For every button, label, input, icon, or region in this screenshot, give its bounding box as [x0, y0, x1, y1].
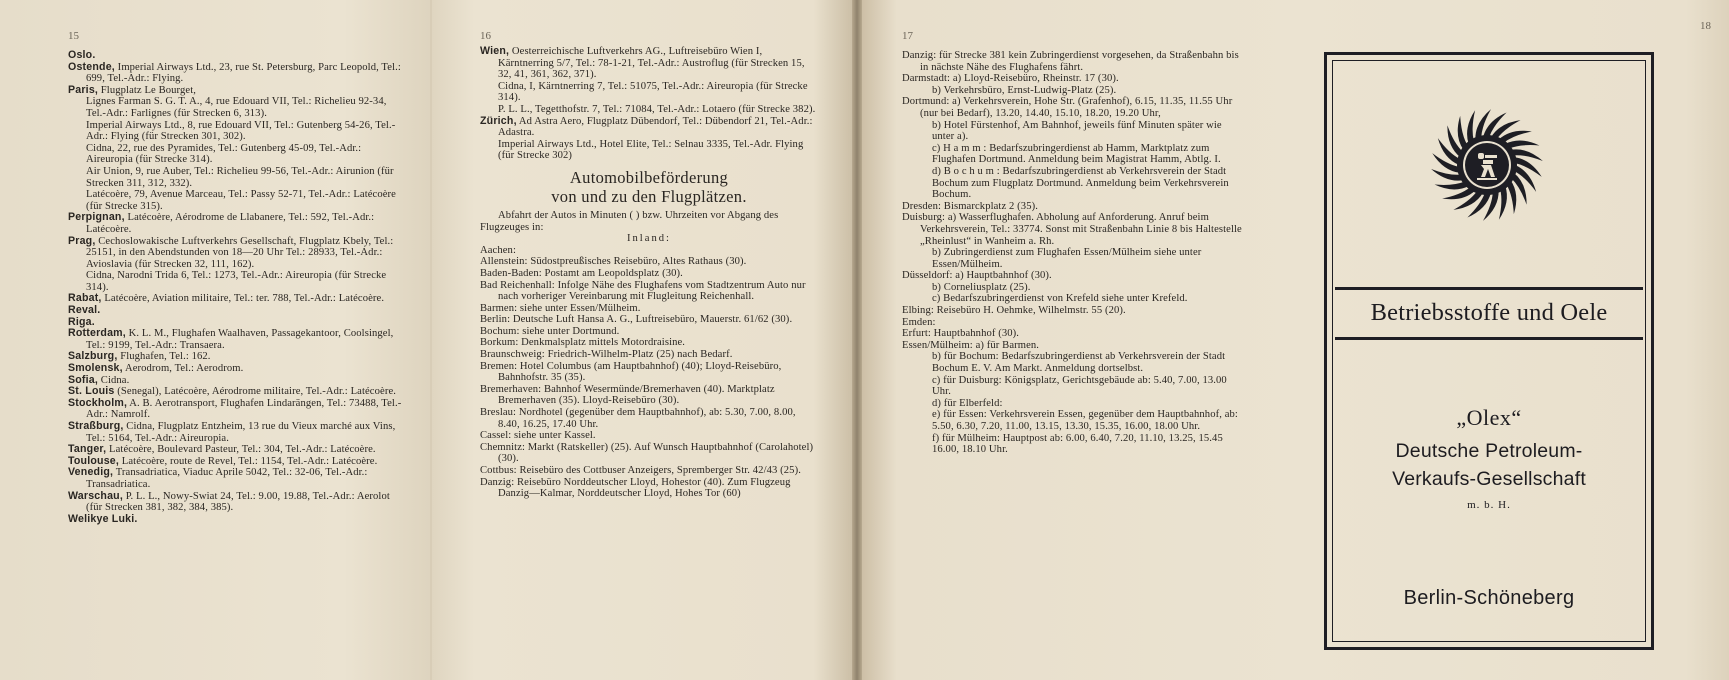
olex-sun-logo-icon — [1427, 105, 1547, 225]
list-item — [68, 421, 406, 444]
entry-text: Cidna, Narodni Trida 6, Tel.: 1273, Tel.-Adr.: Aireuropia (für Strecke 314). — [86, 270, 387, 293]
entry-text: Darmstadt: a) Lloyd-Reisebüro, Rheinstr. 17 (30). — [902, 73, 1119, 85]
list-item — [68, 166, 406, 189]
entry-text: b) Corneliusplatz (25). — [932, 281, 1031, 293]
entry-text: Cottbus: Reisebüro des Cottbuser Anzeigers, Spremberger Str. 42/43 (25). — [480, 465, 801, 476]
entry-text: K. L. M., Flughafen Waalhaven, Passagekantoor, Coolsingel, Tel.: 9199, Tel.-Adr.: Transaera. — [86, 328, 394, 351]
entry-text: Transadriatica, Viaduc Aprile 5042, Tel.: 32-06, Tel.-Adr.: Transadriatica. — [86, 467, 368, 490]
entry-text: Danzig: für Strecke 381 kein Zubringerdienst vorgesehen, da Straßenbahn bis in nächste Nähe des Flughafens fährt. — [902, 50, 1239, 73]
city-name: Sofia, — [68, 373, 99, 386]
city-name: Smolensk, — [68, 362, 123, 375]
ad-legal-form: m. b. H. — [1467, 499, 1511, 511]
entry-text: Bremen: Hotel Columbus (am Hauptbahnhof) (40); Lloyd-Reisebüro, Bahnhofstr. 35 (35). — [480, 360, 782, 384]
list-item — [902, 120, 1244, 143]
list-item — [902, 282, 1244, 294]
transfer-list — [480, 245, 818, 500]
list-item — [68, 363, 406, 375]
section-label: Inland: — [626, 233, 671, 245]
list-item — [902, 270, 1244, 282]
city-name: Reval. — [68, 304, 101, 317]
entry-text: Bad Reichenhall: Infolge Nähe des Flughafens vom Stadtzentrum Auto nur nach vorheriger Vereinbarung mit Flugleitung Reichenhall. — [480, 279, 806, 303]
entry-text: b) Hotel Fürstenhof, Am Bahnhof, jeweils fünf Minuten später wie unter a). — [932, 119, 1222, 143]
list-item — [902, 212, 1244, 247]
entry-text: Düsseldorf: a) Hauptbahnhof (30). — [902, 270, 1052, 282]
city-name: Welikye Luki. — [68, 512, 138, 525]
list-item — [902, 340, 1244, 352]
list-item — [480, 430, 818, 442]
entry-text: c) H a m m : Bedarfszubringerdienst ab Hamm, Marktplatz zum Flughafen Dortmund. Anmeldung beim Magistrat Hamm, Abtlg. I. — [932, 142, 1221, 166]
entry-text: Imperial Airways Ltd., 23, rue St. Petersburg, Parc Leopold, Tel.: 699, Tel.-Adr.: Flying. — [86, 61, 401, 85]
entry-text: Barmen: siehe unter Essen/Mülheim. — [480, 302, 641, 314]
city-name: Salzburg, — [68, 350, 118, 363]
entry-text: Latécoère, route de Revel, Tel.: 1154, Tel.-Adr.: Latécoère. — [119, 455, 378, 467]
heading-line-1: Automobilbeförderung — [569, 167, 729, 187]
heading-line-2: von und zu den Flugplätzen. — [551, 186, 747, 206]
city-name: Rabat, — [68, 292, 102, 305]
city-name: Rotterdam, — [68, 327, 126, 340]
entry-text: c) Bedarfszubringerdienst von Krefeld siehe unter Krefeld. — [932, 293, 1188, 305]
transfer-list — [902, 50, 1244, 456]
list-item — [68, 96, 406, 119]
list-item — [902, 50, 1244, 73]
city-name: Toulouse, — [68, 454, 120, 467]
list-item — [480, 104, 818, 116]
list-item — [480, 116, 818, 139]
entry-text: Imperial Airways Ltd., 8, rue Edouard VII, Tel.: Gutenberg 54-26, Tel.-Adr.: Flying (für Strecken 301, 302). — [86, 119, 396, 143]
entry-text: Braunschweig: Friedrich-Wilhelm-Platz (25) nach Bedarf. — [480, 349, 733, 361]
city-name: Stockholm, — [68, 396, 128, 409]
entry-text: Chemnitz: Markt (Ratskeller) (25). Auf Wunsch Hauptbahnhof (Carolahotel) (30). — [480, 441, 814, 465]
city-name: Straßburg, — [68, 420, 124, 432]
entry-text: Latécoère, 79, Avenue Marceau, Tel.: Passy 52-71, Tel.-Adr.: Latécoère (für Strecke 315). — [86, 189, 396, 212]
entry-text: Latécoère, Aérodrome de Llabanere, Tel.: 592, Tel.-Adr.: Latécoère. — [86, 212, 375, 235]
entry-text: Cidna. — [98, 374, 130, 386]
list-item — [480, 326, 818, 338]
list-item — [68, 50, 406, 62]
list-item — [902, 96, 1244, 119]
ad-city: Berlin-Schöneberg — [1403, 587, 1575, 609]
entry-text: Baden-Baden: Postamt am Leopoldsplatz (30). — [480, 267, 683, 279]
list-item — [480, 245, 818, 257]
entry-text: Danzig: Reisebüro Norddeutscher Lloyd, Hohestor (40). Zum Flugzeug Danzig—Kalmar, Norddeutscher Lloyd, Hohes Tor (60) — [480, 476, 791, 500]
section-heading — [480, 168, 818, 206]
city-name: Prag, — [68, 234, 96, 247]
list-item — [902, 293, 1244, 305]
entry-text: f) für Mülheim: Hauptpost ab: 6.00, 6.40, 7.20, 11.10, 13.25, 15.45 16.00, 18.10 Uhr. — [932, 432, 1223, 456]
entry-text: P. L. L., Nowy-Swiat 24, Tel.: 9.00, 19.88, Tel.-Adr.: Aerolot (für Strecken 381, 382, 384, 385). — [86, 490, 390, 514]
list-item — [68, 212, 406, 235]
entry-text: e) für Essen: Verkehrsverein Essen, gegenüber dem Hauptbahnhof, ab: 5.50, 6.30, 7.20, 11.00, 13.15, 13.30, 15.35, 16.00, 18.00 Uhr. — [932, 409, 1238, 432]
page-number: 18 — [1700, 20, 1711, 32]
city-name: Venedig, — [68, 466, 114, 479]
entry-text: b) Zubringerdienst zum Flughafen Essen/Mülheim siehe unter Essen/Mülheim. — [932, 247, 1202, 270]
entry-text: Cidna, Flugplatz Entzheim, 13 rue du Vieux marché aux Vins, Tel.: 5164, Tel.-Adr.: Aireuropia. — [86, 421, 396, 444]
list-item — [68, 375, 406, 387]
entry-text: Cidna, I, Kärntnerring 7, Tel.: 51075, Tel.-Adr.: Aireuropia (für Strecke 314). — [498, 80, 808, 104]
entry-text: b) für Bochum: Bedarfszubringerdienst ab Verkehrsverein der Stadt Bochum E. V. Am Markt. Anmeldung dortselbst. — [932, 351, 1226, 375]
list-item — [480, 268, 818, 280]
entry-text: (Senegal), Latécoère, Aérodrome militaire, Tel.-Adr.: Latécoère. — [114, 386, 396, 398]
entry-text: Aachen: — [480, 244, 516, 256]
city-name: Riga. — [68, 315, 95, 328]
ad-rule-top — [1335, 287, 1643, 290]
city-name: Zürich, — [480, 114, 517, 127]
list-item — [902, 328, 1244, 340]
list-item — [902, 143, 1244, 166]
page-15 — [0, 0, 430, 680]
city-name: Oslo. — [68, 49, 96, 61]
page-16 — [432, 0, 856, 680]
list-item — [68, 143, 406, 166]
city-name: Ostende, — [68, 60, 115, 73]
entry-text: Cechoslowakische Luftverkehrs Gesellschaft, Flugplatz Kbely, Tel.: 25151, in den Abendstunden von 18—20 Uhr Tel.: 28933, Tel.-Adr.: Avioslavia (für Strecken 32, 111, 162). — [86, 235, 394, 270]
list-item — [480, 407, 818, 430]
list-item — [480, 477, 818, 500]
entry-text: Breslau: Nordhotel (gegenüber dem Hauptbahnhof), ab: 5.30, 7.00, 8.00, 8.40, 16.25, 17.40 Uhr. — [480, 407, 796, 430]
page-number: 17 — [902, 30, 913, 42]
entry-text: Duisburg: a) Wasserflughafen. Abholung auf Anforderung. Anruf beim Verkehrsverein, Tel.: 33774. Sonst mit Straßenbahn Linie 8 bis Haltestelle „Rheinlust“ in Wanheim a. Rh. — [902, 212, 1242, 247]
list-item — [480, 314, 818, 326]
entry-text: Borkum: Denkmalsplatz mittels Motordraisine. — [480, 337, 686, 349]
list-item — [902, 201, 1244, 213]
entry-text: Berlin: Deutsche Luft Hansa A. G., Luftreisebüro, Mauerstr. 61/62 (30). — [480, 314, 793, 326]
list-item — [902, 409, 1244, 432]
entry-text: Air Union, 9, rue Auber, Tel.: Richelieu 99-56, Tel.-Adr.: Airunion (für Strecken 311, 312, 332). — [86, 165, 394, 189]
entry-text: Flughafen, Tel.: 162. — [117, 351, 211, 363]
list-item — [68, 62, 406, 85]
entry-text: Cassel: siehe unter Kassel. — [480, 430, 596, 442]
list-item — [480, 337, 818, 349]
entry-text: Dresden: Bismarckplatz 2 (35). — [902, 200, 1038, 212]
list-item — [68, 293, 406, 305]
entry-text: b) Verkehrsbüro, Ernst-Ludwig-Platz (25). — [932, 84, 1117, 96]
ad-company-line-1: Deutsche Petroleum- — [1395, 440, 1583, 462]
list-item — [480, 384, 818, 407]
entry-text: Ad Astra Aero, Flugplatz Dübendorf, Tel.: Dübendorf 21, Tel.-Adr.: Adastra. — [498, 115, 813, 139]
page-number: 16 — [480, 30, 491, 42]
list-item — [68, 236, 406, 271]
entry-text: Allenstein: Südostpreußisches Reisebüro, Altes Rathaus (30). — [480, 256, 747, 268]
city-name: Wien, — [480, 45, 510, 57]
city-name: St. Louis — [68, 385, 115, 398]
list-item — [68, 467, 406, 490]
list-item — [68, 514, 406, 526]
airline-address-list — [68, 50, 406, 525]
intro-text: Abfahrt der Autos in Minuten ( ) bzw. Uhrzeiten vor Abgang des Flugzeuges in: — [480, 209, 779, 233]
city-name: Perpignan, — [68, 211, 125, 224]
entry-text: Aerodrom, Tel.: Aerodrom. — [122, 363, 244, 375]
city-name: Paris, — [68, 83, 99, 96]
entry-text: P. L. L., Tegetthofstr. 7, Tel.: 71084, Tel.-Adr.: Lotaero (für Strecke 382). — [498, 103, 816, 115]
list-item — [68, 270, 406, 293]
entry-text: A. B. Aerotransport, Flughafen Lindarängen, Tel.: 73488, Tel.-Adr.: Namrolf. — [86, 397, 402, 421]
list-item — [68, 305, 406, 317]
list-item — [902, 166, 1244, 201]
ad-company — [1327, 437, 1651, 493]
list-item — [480, 361, 818, 384]
ad-title: Betriebsstoffe und Oele — [1370, 299, 1608, 326]
page-16-column — [480, 46, 818, 500]
city-name: Warschau, — [68, 489, 123, 502]
ad-company-line-2: Verkaufs-Gesellschaft — [1392, 468, 1586, 490]
list-item — [902, 85, 1244, 97]
list-item — [68, 456, 406, 468]
entry-text: Erfurt: Hauptbahnhof (30). — [902, 328, 1020, 340]
list-item — [68, 398, 406, 421]
page-17 — [862, 0, 1298, 680]
list-item — [68, 328, 406, 351]
entry-text: Dortmund: a) Verkehrsverein, Hohe Str. (Grafenhof), 6.15, 11.35, 11.55 Uhr (nur bei Bedarf), 13.20, 14.40, 15.10, 18.20, 19.20 Uhr, — [902, 96, 1233, 119]
entry-text: Latécoère, Boulevard Pasteur, Tel.: 304, Tel.-Adr.: Latécoère. — [106, 444, 376, 456]
book-gutter — [852, 0, 862, 680]
entry-text: Elbing: Reisebüro H. Oehmke, Wilhelmstr. 55 (20). — [902, 305, 1126, 317]
list-item — [902, 73, 1244, 85]
list-item — [480, 442, 818, 465]
list-item — [480, 256, 818, 268]
entry-text: c) für Duisburg: Königsplatz, Gerichtsgebäude ab: 5.40, 7.00, 13.00 Uhr. — [932, 374, 1227, 398]
airline-address-list — [480, 46, 818, 162]
advertisement — [1324, 52, 1654, 650]
list-item — [68, 189, 406, 212]
list-item — [902, 433, 1244, 456]
entry-text: Imperial Airways Ltd., Hotel Elite, Tel.: Selnau 3335, Tel.-Adr. Flying (für Strecke 302) — [498, 138, 804, 162]
entry-text: Oesterreichische Luftverkehrs AG., Luftreisebüro Wien I, Kärntnerring 5/7, Tel.: 78-1-21, Tel.-Adr.: Austroflug (für Strecken 15, 32, 41, 361, 362, 371). — [498, 46, 805, 81]
list-item — [68, 491, 406, 514]
entry-text: Essen/Mülheim: a) für Barmen. — [902, 339, 1040, 351]
ad-brand: „Olex“ — [1456, 405, 1522, 430]
entry-text: d) für Elberfeld: — [932, 397, 1003, 409]
list-item — [480, 303, 818, 315]
list-item — [480, 46, 818, 81]
page-18 — [1298, 0, 1729, 680]
list-item — [902, 317, 1244, 329]
list-item — [480, 349, 818, 361]
entry-text: Lignes Farman S. G. T. A., 4, rue Edouard VII, Tel.: Richelieu 92-34, Tel.-Adr.: Farlignes (für Strecken 6, 313). — [86, 96, 387, 119]
list-item — [480, 139, 818, 162]
entry-text: d) B o c h u m : Bedarfszubringerdienst ab Verkehrsverein der Stadt Bochum zum Flugplatz Dortmund. Anmeldung beim Verkehrsverein Bochum. — [932, 165, 1229, 201]
list-item — [902, 375, 1244, 398]
entry-text: Bremerhaven: Bahnhof Wesermünde/Bremerhaven (40). Marktplatz Bremerhaven (35). Lloyd-Reisebüro (30). — [480, 383, 775, 407]
list-item — [902, 398, 1244, 410]
list-item — [68, 85, 406, 97]
entry-text: Cidna, 22, rue des Pyramides, Tel.: Gutenberg 45-09, Tel.-Adr.: Aireuropia (für Strecke 314). — [86, 142, 362, 166]
list-item — [902, 247, 1244, 270]
city-name: Tanger, — [68, 443, 107, 456]
list-item — [68, 120, 406, 143]
page-number: 15 — [68, 30, 79, 42]
list-item — [902, 351, 1244, 374]
list-item — [902, 305, 1244, 317]
entry-text: Emden: — [902, 316, 936, 328]
ad-rule-bottom — [1335, 337, 1643, 340]
list-item — [480, 465, 818, 477]
list-item — [480, 81, 818, 104]
entry-text: Bochum: siehe unter Dortmund. — [480, 325, 620, 337]
list-item — [480, 280, 818, 303]
entry-text: Latécoère, Aviation militaire, Tel.: ter. 788, Tel.-Adr.: Latécoère. — [101, 293, 385, 305]
entry-text: Flugplatz Le Bourget, — [98, 84, 196, 96]
